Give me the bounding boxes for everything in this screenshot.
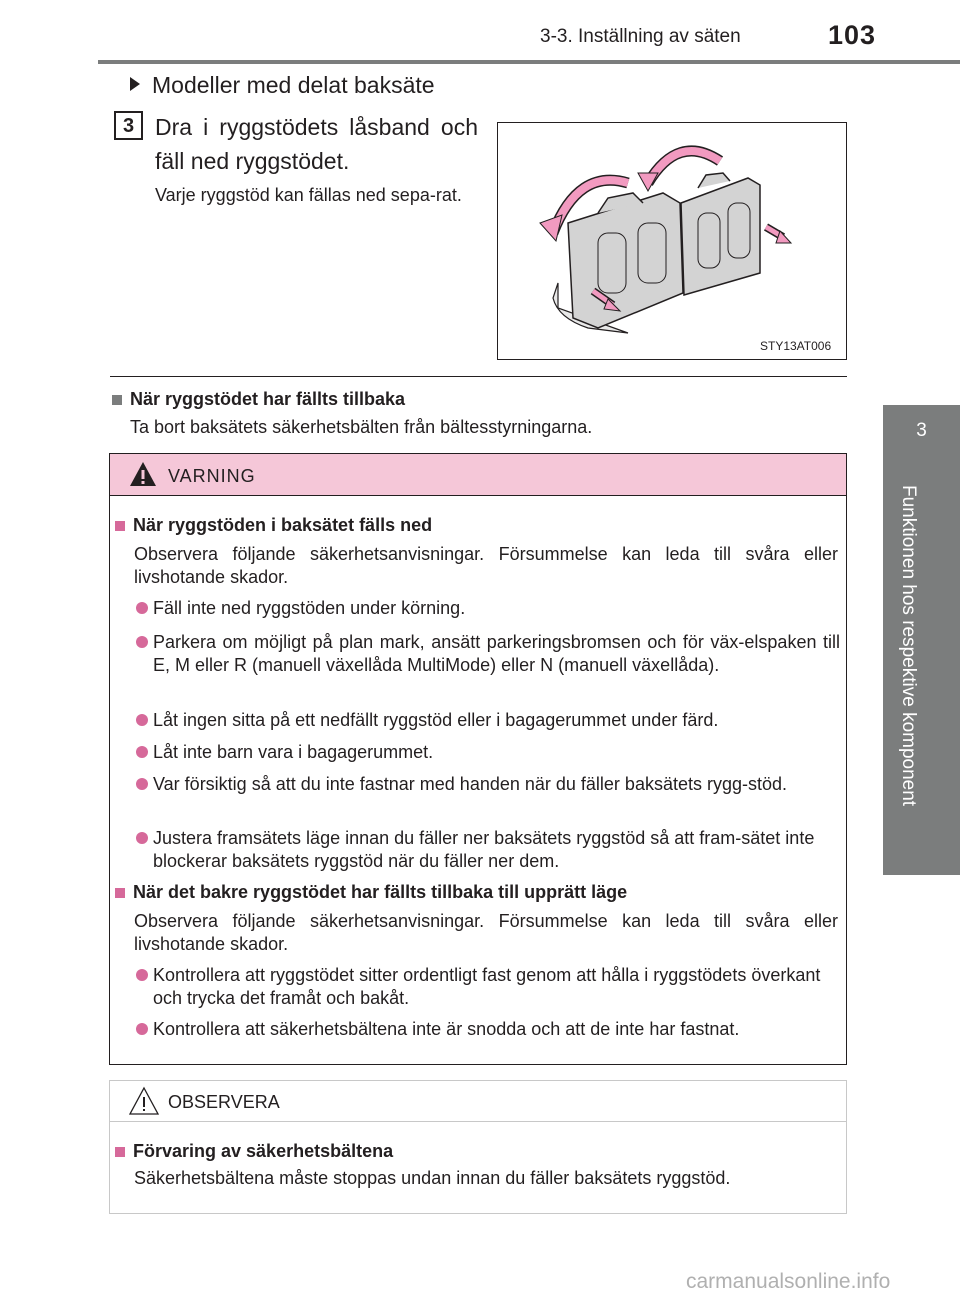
bullet-dot-icon — [136, 1023, 148, 1035]
folding-seat-drawing — [498, 123, 846, 359]
warning-triangle-icon — [128, 459, 158, 494]
warning-bullet: Fäll inte ned ryggstöden under körning. — [153, 598, 466, 618]
warning-bullet: Kontrollera att ryggstödet sitter ordentligt fast genom att hålla i ryggstödets överkant och trycka det framåt och bakåt. — [153, 965, 821, 1008]
square-bullet-icon — [112, 395, 122, 405]
warning-section1-heading-text: När ryggstöden i baksätet fälls ned — [133, 515, 433, 535]
bullet-dot-icon — [136, 714, 148, 726]
chapter-number: 3 — [916, 420, 927, 441]
warning-section2-heading-text: När det bakre ryggstödet har fällts tillbaka till upprätt läge — [133, 882, 628, 902]
bullet-dot-icon — [136, 778, 148, 790]
warning-bullet: Låt inte barn vara i bagagerummet. — [153, 742, 434, 762]
divider — [110, 376, 847, 377]
chapter-title-text: Funktionen hos respektive komponent — [898, 485, 919, 807]
notice-heading-text: Förvaring av säkerhetsbältena — [133, 1141, 394, 1161]
seat-illustration — [497, 122, 847, 360]
topic-heading-text: När ryggstödet har fällts tillbaka — [130, 389, 406, 409]
notice-text: Säkerhetsbältena måste stoppas undan innan du fäller baksätets ryggstöd. — [134, 1168, 731, 1188]
notice-heading — [115, 1140, 393, 1163]
warning-section2-heading — [115, 881, 627, 904]
bullet-dot-icon — [136, 746, 148, 758]
page-number: 103 — [828, 20, 877, 50]
chapter-title — [897, 485, 921, 825]
topic-heading — [112, 389, 405, 410]
step-number: 3 — [114, 111, 143, 140]
section-title: 3-3. Inställning av säten — [540, 26, 741, 47]
warning-section1-intro: Observera följande säkerhetsanvisningar. Försummelse kan leda till svåra eller livshotande skador. — [134, 544, 838, 587]
step-instruction: Dra i ryggstödets låsband och fäll ned ryggstödet. — [155, 114, 478, 174]
triangle-bullet-icon — [130, 77, 140, 91]
square-bullet-icon — [115, 1147, 125, 1157]
step-note: Varje ryggstöd kan fällas ned sepa-rat. — [155, 185, 462, 205]
square-bullet-icon — [115, 888, 125, 898]
figure-code: STY13AT006 — [760, 339, 832, 353]
warning-bullet: Låt ingen sitta på ett nedfällt ryggstöd eller i bagagerummet under färd. — [153, 710, 719, 730]
warning-section2-intro: Observera följande säkerhetsanvisningar. Försummelse kan leda till svåra eller livshotande skador. — [134, 911, 838, 954]
topic-text: Ta bort baksätets säkerhetsbälten från bältesstyrningarna. — [130, 417, 593, 437]
warning-section1-heading — [115, 514, 432, 537]
warning-title: VARNING — [168, 466, 256, 486]
bullet-dot-icon — [136, 969, 148, 981]
chapter-tab — [883, 405, 960, 875]
subheading — [130, 72, 435, 99]
header-rule — [98, 60, 960, 64]
warning-bullet: Var försiktig så att du inte fastnar med handen när du fäller baksätets rygg-stöd. — [153, 774, 788, 794]
bullet-dot-icon — [136, 832, 148, 844]
watermark: carmanualsonline.info — [686, 1270, 891, 1293]
bullet-dot-icon — [136, 602, 148, 614]
warning-bullet: Justera framsätets läge innan du fäller ner baksätets ryggstöd så att fram-sätet inte blockerar baksätets ryggstöd när du fäller ner dem. — [153, 828, 815, 871]
bullet-dot-icon — [136, 636, 148, 648]
warning-bullet: Parkera om möjligt på plan mark, ansätt parkeringsbromsen och för väx-elspaken till E, M eller R (manuell växellåda MultiMode) eller N (manuell växellåda). — [153, 632, 840, 675]
warning-bullet: Kontrollera att säkerhetsbältena inte är snodda och att de inte har fastnat. — [153, 1019, 740, 1039]
square-bullet-icon — [115, 521, 125, 531]
caution-triangle-icon — [128, 1085, 160, 1122]
notice-title: OBSERVERA — [168, 1092, 280, 1112]
subheading-text: Modeller med delat baksäte — [152, 72, 435, 98]
